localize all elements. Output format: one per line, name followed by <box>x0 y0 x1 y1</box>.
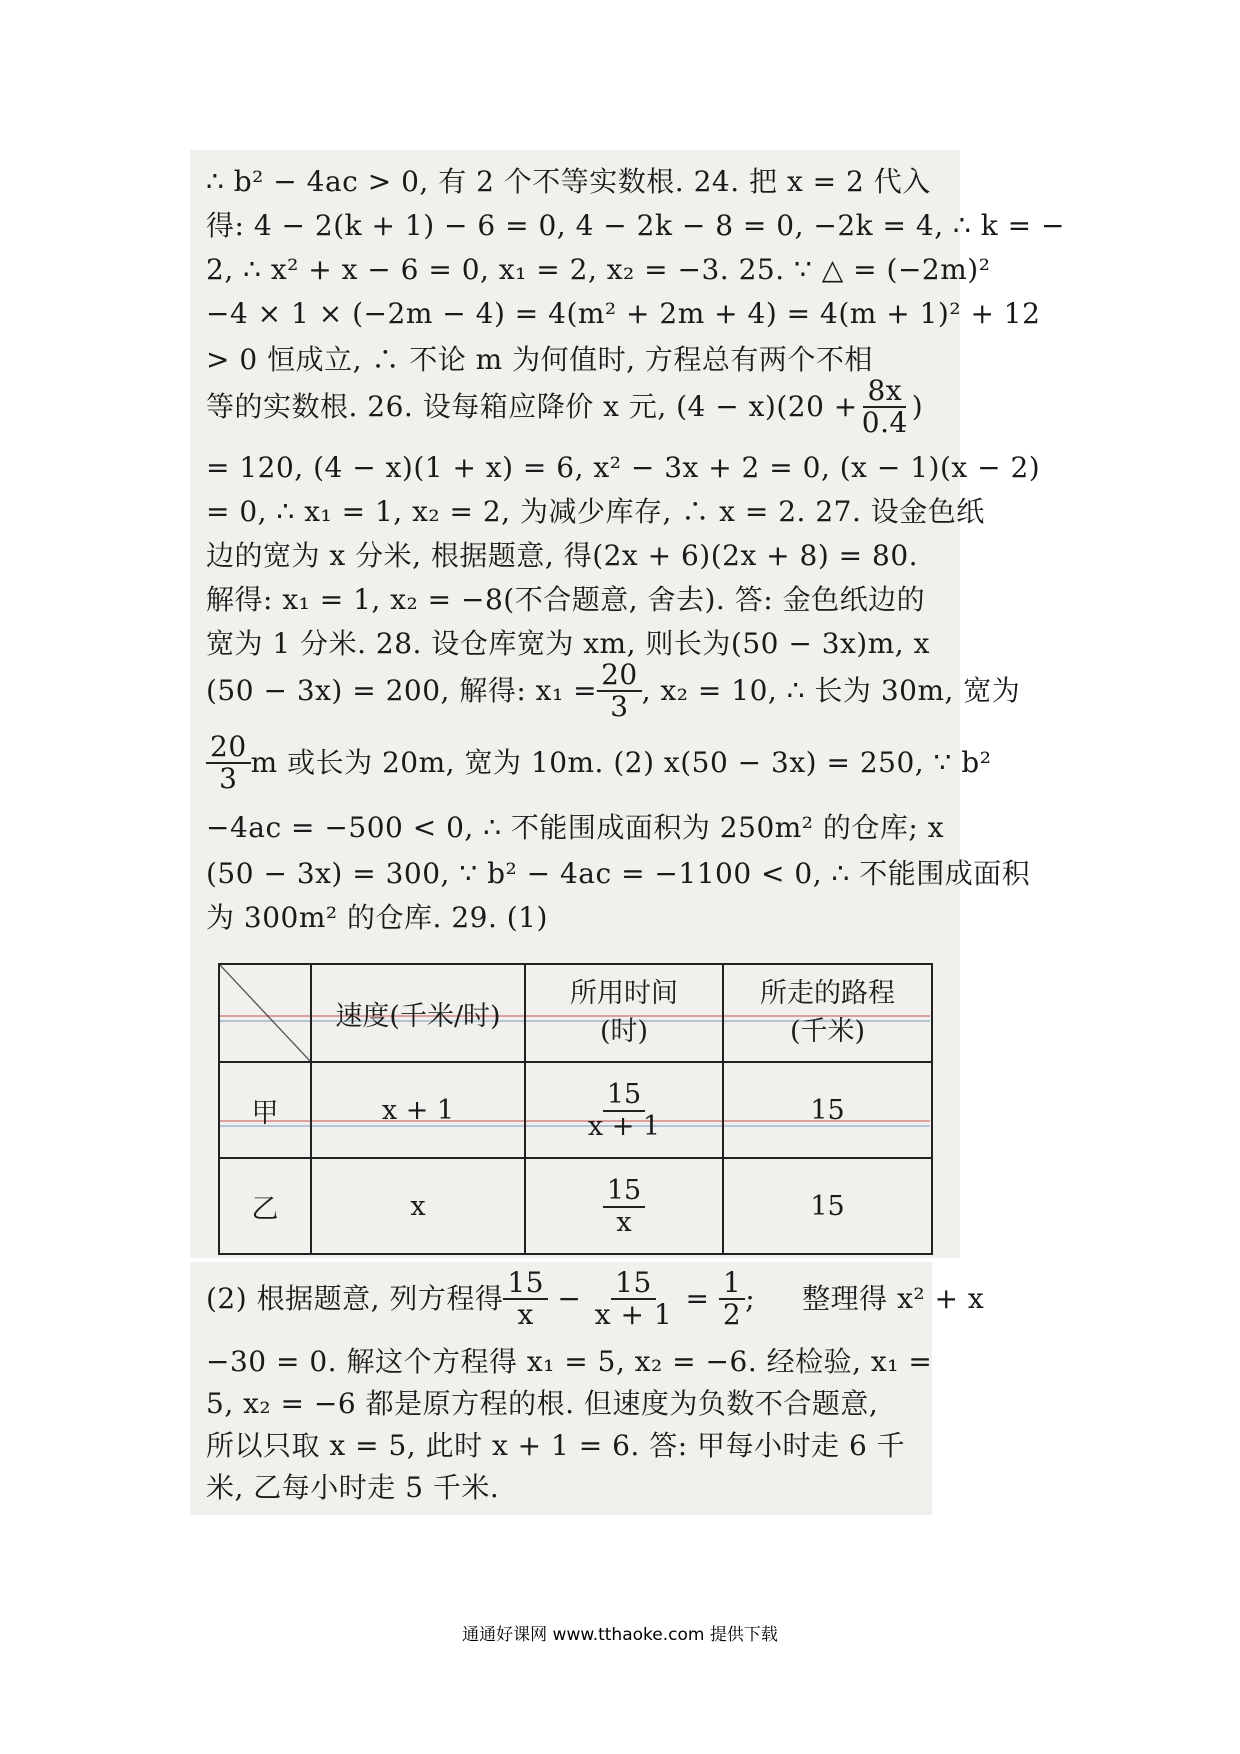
line-28a-suffix: , x₂ = 10, ∴ 长为 30m, 宽为 <box>641 674 1021 707</box>
answer-scan-upper <box>190 150 1065 1258</box>
speed-time-distance-table <box>218 963 933 1255</box>
fraction-20-over-3 <box>206 732 251 794</box>
fraction-time <box>584 1080 664 1142</box>
text-line: ∴ b² − 4ac > 0, 有 2 个不等实数根. 24. 把 x = 2 代入 <box>206 165 931 198</box>
text-line-26 <box>206 376 923 438</box>
text-line: 宽为 1 分米. 28. 设仓库宽为 xm, 则长为(50 − 3x)m, x <box>206 627 930 660</box>
minus-sign: − <box>548 1282 591 1315</box>
text-line-28a <box>206 660 1020 722</box>
cell-distance: 15 <box>723 1062 932 1158</box>
text-line: −4ac = −500 < 0, ∴ 不能围成面积为 250m² 的仓库; x <box>206 811 945 844</box>
table-header-row <box>219 964 932 1062</box>
fraction-1-over-2 <box>719 1268 745 1330</box>
fraction-15-over-x-plus-1 <box>591 1268 676 1330</box>
fraction-numerator: 15 <box>603 1080 645 1112</box>
fraction-20-over-3 <box>597 660 642 722</box>
row-label: 甲 <box>219 1062 311 1158</box>
fraction-time <box>603 1176 645 1238</box>
cell-time <box>525 1062 723 1158</box>
equation-suffix: ; 整理得 x² + x <box>745 1282 985 1315</box>
text-line: 5, x₂ = −6 都是原方程的根. 但速度为负数不合题意, <box>206 1387 879 1420</box>
fraction-numerator: 20 <box>597 660 642 692</box>
text-line: = 120, (4 − x)(1 + x) = 6, x² − 3x + 2 = 0, (x − 1)(x − 2) <box>206 451 1041 484</box>
text-line: 米, 乙每小时走 5 千米. <box>206 1471 500 1504</box>
text-line: 为 300m² 的仓库. 29. (1) <box>206 901 548 934</box>
line-26-suffix: ) <box>911 390 924 423</box>
fraction-denominator: x + 1 <box>594 1298 673 1331</box>
fraction-8x-over-0.4 <box>858 376 912 438</box>
text-line: (50 − 3x) = 300, ∵ b² − 4ac = −1100 < 0, ∴ 不能围成面积 <box>206 857 1031 890</box>
header-distance: 所走的路程 (千米) <box>723 964 932 1062</box>
equation-line <box>206 1268 984 1330</box>
fraction-denominator: x + 1 <box>587 1110 661 1142</box>
table-corner-cell <box>219 964 311 1062</box>
table-row <box>219 1062 932 1158</box>
text-line: 得: 4 − 2(k + 1) − 6 = 0, 4 − 2k − 8 = 0, −2k = 4, ∴ k = − <box>206 209 1065 242</box>
fraction-denominator: 3 <box>219 762 238 795</box>
header-speed: 速度(千米/时) <box>311 964 525 1062</box>
row-label: 乙 <box>219 1158 311 1254</box>
download-source-footer: 通通好课网 www.tthaoke.com 提供下载 <box>462 1625 778 1645</box>
header-time: 所用时间 (时) <box>525 964 723 1062</box>
text-line: 所以只取 x = 5, 此时 x + 1 = 6. 答: 甲每小时走 6 千 <box>206 1429 906 1462</box>
fraction-denominator: x <box>616 1206 632 1238</box>
cell-speed: x <box>311 1158 525 1254</box>
fraction-denominator: 3 <box>610 690 629 723</box>
fraction-numerator: 20 <box>206 732 251 764</box>
text-line: 2, ∴ x² + x − 6 = 0, x₁ = 2, x₂ = −3. 25. ∵ △ = (−2m)² <box>206 253 991 286</box>
line-28b-suffix: m 或长为 20m, 宽为 10m. (2) x(50 − 3x) = 250, ∵ b² <box>250 746 992 779</box>
equals-sign: = <box>676 1282 719 1315</box>
fraction-numerator: 15 <box>603 1176 645 1208</box>
fraction-denominator: 0.4 <box>861 406 908 439</box>
equation-prefix: (2) 根据题意, 列方程得 <box>206 1282 504 1315</box>
text-line: −4 × 1 × (−2m − 4) = 4(m² + 2m + 4) = 4(m + 1)² + 12 <box>206 297 1041 330</box>
text-line: −30 = 0. 解这个方程得 x₁ = 5, x₂ = −6. 经检验, x₁ = <box>206 1345 933 1378</box>
text-line: 边的宽为 x 分米, 根据题意, 得(2x + 6)(2x + 8) = 80. <box>206 539 919 572</box>
cell-distance: 15 <box>723 1158 932 1254</box>
cell-speed: x + 1 <box>311 1062 525 1158</box>
fraction-numerator: 15 <box>611 1268 656 1300</box>
fraction-denominator: x <box>517 1298 534 1331</box>
fraction-numerator: 15 <box>503 1268 548 1300</box>
text-line: > 0 恒成立, ∴ 不论 m 为何值时, 方程总有两个不相 <box>206 343 873 376</box>
cell-time <box>525 1158 723 1254</box>
line-28a-prefix: (50 − 3x) = 200, 解得: x₁ = <box>206 674 598 707</box>
fraction-numerator: 8x <box>863 376 906 408</box>
text-line: 解得: x₁ = 1, x₂ = −8(不合题意, 舍去). 答: 金色纸边的 <box>206 583 926 616</box>
fraction-15-over-x <box>503 1268 548 1330</box>
line-26-prefix: 等的实数根. 26. 设每箱应降价 x 元, (4 − x)(20 + <box>206 390 858 423</box>
answer-scan-lower <box>190 1262 985 1515</box>
table-row <box>219 1158 932 1254</box>
text-line: = 0, ∴ x₁ = 1, x₂ = 2, 为减少库存, ∴ x = 2. 27. 设金色纸 <box>206 495 985 528</box>
text-line-28b <box>206 732 991 794</box>
fraction-numerator: 1 <box>719 1268 745 1300</box>
fraction-denominator: 2 <box>722 1298 742 1331</box>
